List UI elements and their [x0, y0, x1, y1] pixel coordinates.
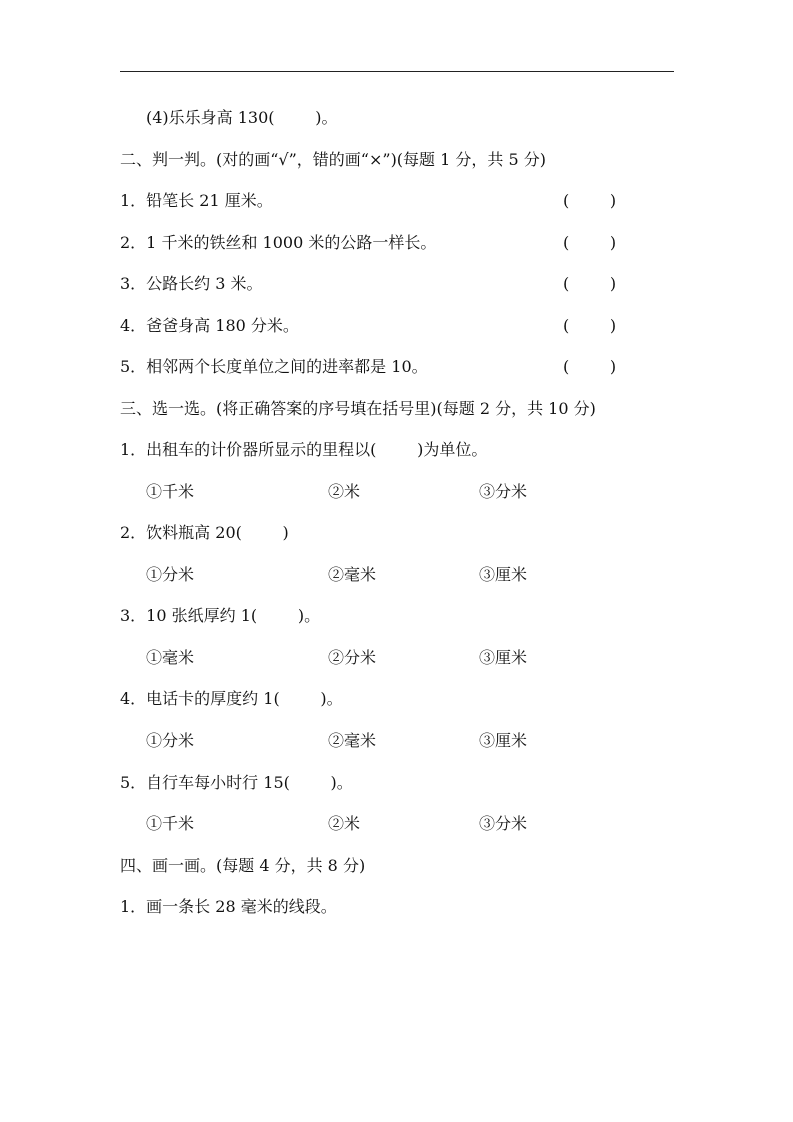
answer-bracket-2[interactable]: ( ): [563, 233, 617, 252]
choice-5-option-c[interactable]: ③分米: [479, 814, 528, 833]
judge-item-4: 4．爸爸身高 180 分米。: [120, 316, 299, 335]
choice-1-option-a[interactable]: ①千米: [146, 482, 195, 501]
choice-question-3: 3．10 张纸厚约 1( )。: [120, 606, 321, 625]
choice-3-option-b[interactable]: ②分米: [328, 648, 377, 667]
answer-bracket-3[interactable]: ( ): [563, 274, 617, 293]
question-4-height: (4)乐乐身高 130( )。: [146, 108, 338, 127]
choice-question-4: 4．电话卡的厚度约 1( )。: [120, 689, 343, 708]
judge-item-3: 3．公路长约 3 米。: [120, 274, 263, 293]
judge-item-5: 5．相邻两个长度单位之间的进率都是 10。: [120, 357, 428, 376]
answer-bracket-4[interactable]: ( ): [563, 316, 617, 335]
choice-2-option-b[interactable]: ②毫米: [328, 565, 377, 584]
choice-2-option-a[interactable]: ①分米: [146, 565, 195, 584]
choice-4-option-c[interactable]: ③厘米: [479, 731, 528, 750]
choice-4-option-b[interactable]: ②毫米: [328, 731, 377, 750]
judge-item-2: 2．1 千米的铁丝和 1000 米的公路一样长。: [120, 233, 437, 252]
choice-1-option-b[interactable]: ②米: [328, 482, 361, 501]
choice-question-5: 5．自行车每小时行 15( )。: [120, 773, 353, 792]
choice-question-1: 1．出租车的计价器所显示的里程以( )为单位。: [120, 440, 488, 459]
answer-bracket-5[interactable]: ( ): [563, 357, 617, 376]
choice-3-option-c[interactable]: ③厘米: [479, 648, 528, 667]
choice-3-option-a[interactable]: ①毫米: [146, 648, 195, 667]
judge-item-1: 1．铅笔长 21 厘米。: [120, 191, 273, 210]
section-2-title: 二、判一判。(对的画“√”，错的画“×”)(每题 1 分，共 5 分): [120, 150, 546, 169]
choice-1-option-c[interactable]: ③分米: [479, 482, 528, 501]
choice-5-option-a[interactable]: ①千米: [146, 814, 195, 833]
answer-bracket-1[interactable]: ( ): [563, 191, 617, 210]
choice-2-option-c[interactable]: ③厘米: [479, 565, 528, 584]
choice-5-option-b[interactable]: ②米: [328, 814, 361, 833]
section-4-title: 四、画一画。(每题 4 分，共 8 分): [120, 856, 366, 875]
header-rule: [120, 71, 674, 72]
choice-4-option-a[interactable]: ①分米: [146, 731, 195, 750]
draw-item-1: 1．画一条长 28 毫米的线段。: [120, 897, 337, 916]
section-3-title: 三、选一选。(将正确答案的序号填在括号里)(每题 2 分，共 10 分): [120, 399, 596, 418]
choice-question-2: 2．饮料瓶高 20( ): [120, 523, 289, 542]
